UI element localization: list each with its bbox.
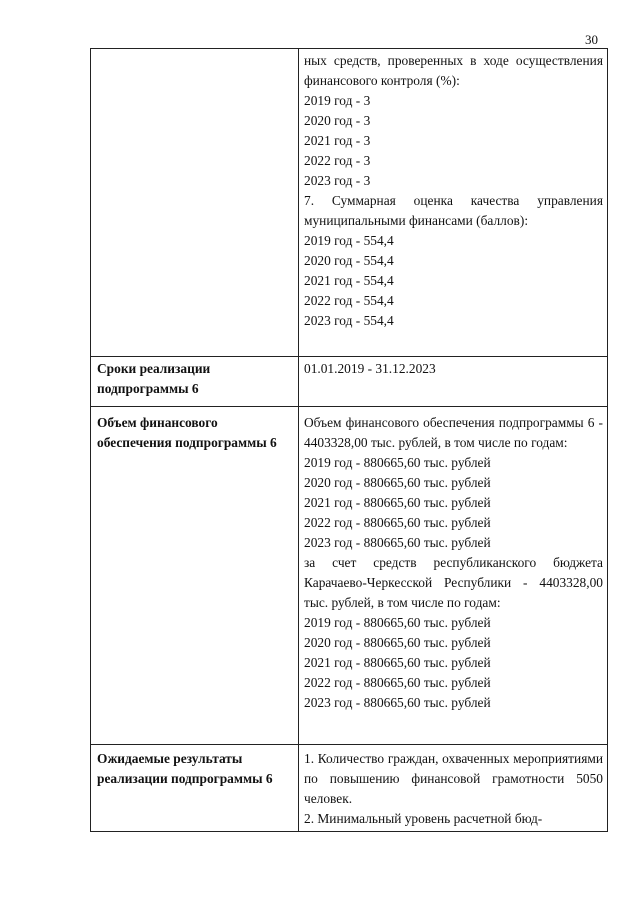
funding-year-2019: 2019 год - 880665,60 тыс. рублей bbox=[304, 455, 491, 470]
indicator-6-year-2021: 2021 год - 3 bbox=[304, 133, 371, 148]
indicator-7-year-2020: 2020 год - 554,4 bbox=[304, 253, 394, 268]
republican-funding-year-2022: 2022 год - 880665,60 тыс. рублей bbox=[304, 675, 491, 690]
subprogram-passport-table bbox=[90, 48, 608, 832]
indicator-7-text: 7. Суммарная оценка качества управления муниципальными финансами (баллов): bbox=[304, 193, 603, 228]
indicator-7-year-2023: 2023 год - 554,4 bbox=[304, 313, 394, 328]
indicator-6-text-tail: ных средств, проверенных в ходе осуществления финансового контроля (%): bbox=[304, 53, 603, 88]
funding-label: Объем финансового обеспечения подпрограммы 6 bbox=[91, 407, 299, 745]
indicator-6-year-2023: 2023 год - 3 bbox=[304, 173, 371, 188]
indicators-cell bbox=[299, 49, 608, 357]
funding-cell bbox=[299, 407, 608, 745]
indicator-6-year-2022: 2022 год - 3 bbox=[304, 153, 371, 168]
republican-funding-year-2020: 2020 год - 880665,60 тыс. рублей bbox=[304, 635, 491, 650]
table-row-timeframe bbox=[91, 357, 608, 407]
republican-funding-year-2021: 2021 год - 880665,60 тыс. рублей bbox=[304, 655, 491, 670]
funding-year-2022: 2022 год - 880665,60 тыс. рублей bbox=[304, 515, 491, 530]
timeframe-value: 01.01.2019 - 31.12.2023 bbox=[299, 357, 608, 407]
table-row-funding bbox=[91, 407, 608, 745]
funding-year-2023: 2023 год - 880665,60 тыс. рублей bbox=[304, 535, 491, 550]
expected-results-cell bbox=[299, 745, 608, 832]
indicator-6-year-2020: 2020 год - 3 bbox=[304, 113, 371, 128]
funding-year-2020: 2020 год - 880665,60 тыс. рублей bbox=[304, 475, 491, 490]
republican-funding-year-2023: 2023 год - 880665,60 тыс. рублей bbox=[304, 695, 491, 710]
table-row-indicators-continued bbox=[91, 49, 608, 357]
row-label-empty bbox=[91, 49, 299, 357]
expected-result-2: 2. Минимальный уровень расчетной бюд- bbox=[304, 811, 543, 826]
indicator-7-year-2019: 2019 год - 554,4 bbox=[304, 233, 394, 248]
indicator-7-year-2022: 2022 год - 554,4 bbox=[304, 293, 394, 308]
page-number: 30 bbox=[585, 32, 598, 47]
funding-republican-budget-text: за счет средств республиканского бюджета Карачаево-Черкесской Республики - 4403328,00 тыс. рублей, в том числе по годам: bbox=[304, 555, 603, 610]
funding-year-2021: 2021 год - 880665,60 тыс. рублей bbox=[304, 495, 491, 510]
republican-funding-year-2019: 2019 год - 880665,60 тыс. рублей bbox=[304, 615, 491, 630]
indicator-6-year-2019: 2019 год - 3 bbox=[304, 93, 371, 108]
expected-result-1: 1. Количество граждан, охваченных мероприятиями по повышению финансовой грамотности 5050 человек. bbox=[304, 751, 603, 806]
timeframe-label: Сроки реализации подпрограммы 6 bbox=[91, 357, 299, 407]
table-row-expected-results bbox=[91, 745, 608, 832]
expected-results-label: Ожидаемые результаты реализации подпрограммы 6 bbox=[91, 745, 299, 832]
indicator-7-year-2021: 2021 год - 554,4 bbox=[304, 273, 394, 288]
funding-total-text: Объем финансового обеспечения подпрограммы 6 - 4403328,00 тыс. рублей, в том числе по годам: bbox=[304, 415, 603, 450]
